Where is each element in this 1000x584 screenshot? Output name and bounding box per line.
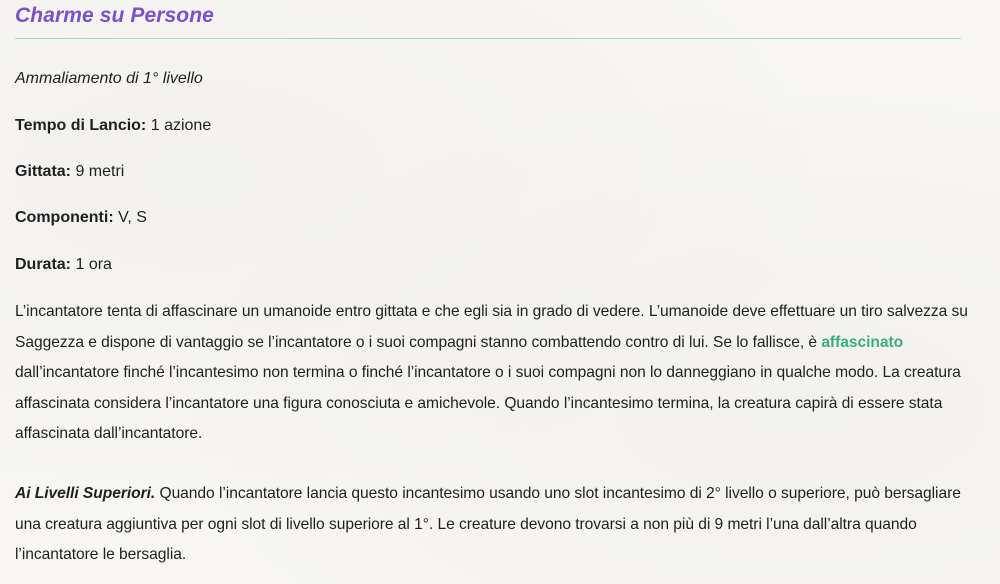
components-value: V, S: [118, 209, 147, 226]
casting-time-row: [15, 116, 211, 136]
higher-levels-text: Quando l’incantatore lancia questo incantesimo usando uno slot incantesimo di 2° livello o superiore, può bersagliare una creatura aggiuntiva per ogni slot di livello superiore al 1°. Le creature devono trovarsi a non più di 9 metri l’una dall’altra quando l’incantatore le bersaglia.: [15, 485, 961, 563]
description-part2: dall’incantatore finché l’incantesimo non termina o finché l’incantatore o i suoi compagni non lo danneggiano in qualche modo. La creatura affascinata considera l’incantatore una figura conosciuta e amichevole. Quando l’incantesimo termina, la creatura capirà di essere stata affascinata dall’incantatore.: [15, 364, 961, 442]
duration-row: [15, 255, 112, 275]
range-row: [15, 162, 124, 182]
components-row: [15, 208, 147, 228]
casting-time-value: 1 azione: [150, 117, 212, 134]
higher-levels-paragraph: [15, 479, 975, 571]
higher-levels-label: Ai Livelli Superiori.: [15, 485, 156, 502]
spell-title: Charme su Persone: [15, 4, 214, 27]
title-divider: [15, 38, 961, 39]
components-label: Componenti:: [15, 209, 114, 226]
duration-value: 1 ora: [75, 256, 112, 273]
casting-time-label: Tempo di Lancio:: [15, 117, 147, 134]
range-label: Gittata:: [15, 163, 71, 180]
duration-label: Durata:: [15, 256, 72, 273]
range-value: 9 metri: [75, 163, 125, 180]
spell-description: [15, 297, 975, 450]
description-part1: L’incantatore tenta di affascinare un umanoide entro gittata e che egli sia in grado di vedere. L’umanoide deve effettuare un tiro salvezza su Saggezza e dispone di vantaggio se l’incantatore o i suoi compagni stanno combattendo contro di lui. Se lo fallisce, è: [15, 303, 968, 351]
condition-link-affascinato[interactable]: affascinato: [821, 333, 904, 351]
spell-school: Ammaliamento di 1° livello: [15, 70, 203, 87]
